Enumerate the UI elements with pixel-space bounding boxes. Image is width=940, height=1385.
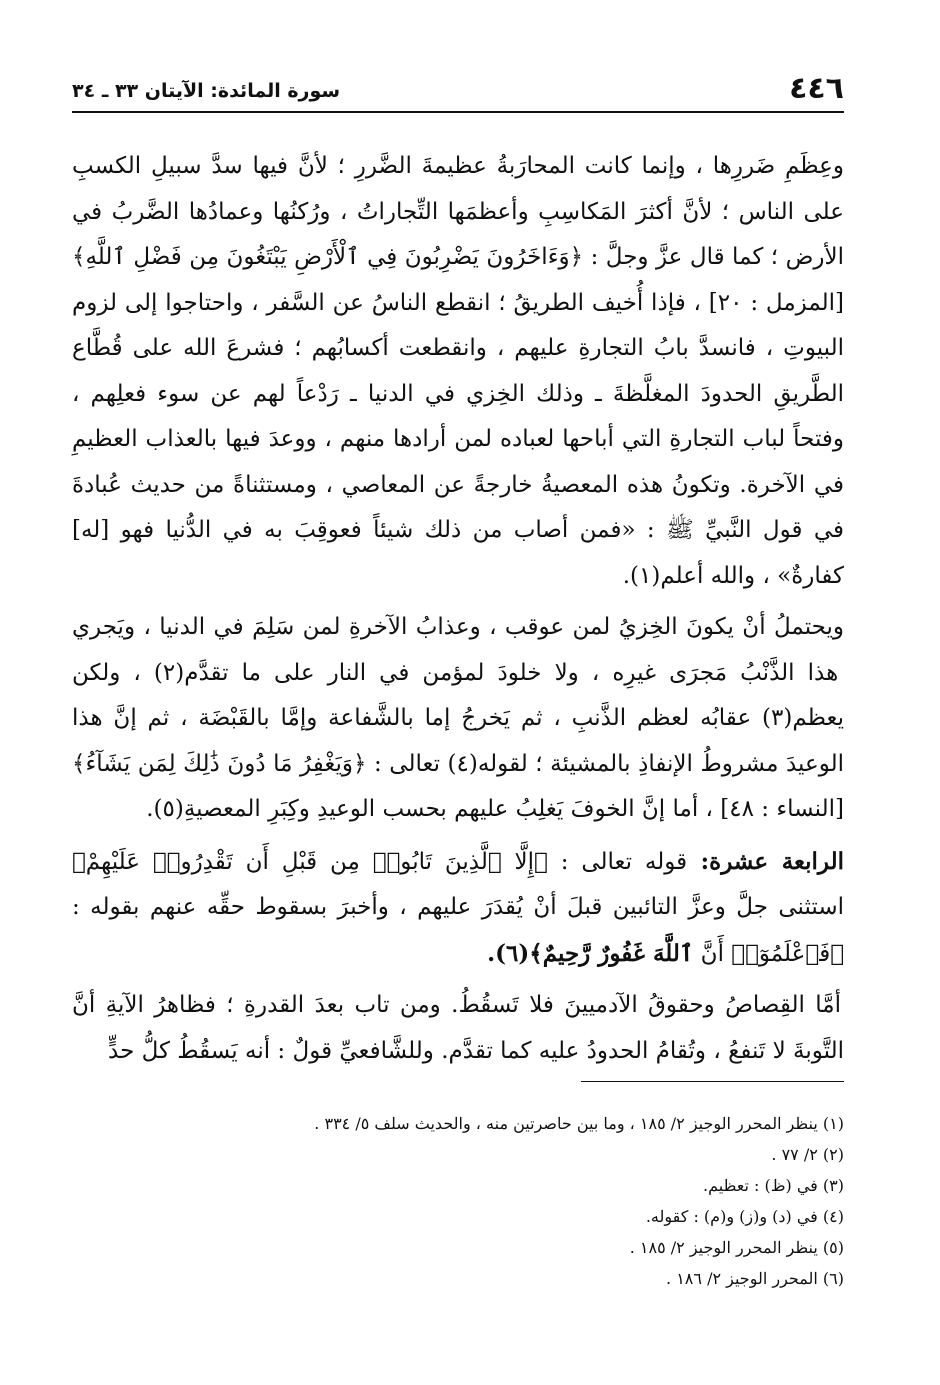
text-line: أما إنَّ الخوفَ يَغلِبُ عليهم بحسب الوعيدِ وكِبَرِ المعصيةِ(٥). bbox=[146, 796, 699, 822]
paragraph-1 bbox=[72, 144, 844, 599]
text-line: ذلك شيئاً فعوقِبَ به في الدُّنيا فهو [له] كفارةٌ» ، والله أعلم(١). bbox=[72, 517, 844, 589]
footnote: (٣) في (ظ) : تعظيم. bbox=[703, 1176, 844, 1195]
issue-heading: الرابعة عشرة: bbox=[687, 847, 844, 875]
running-title: سورة المائدة: الآيتان ٣٣ ـ ٣٤ bbox=[72, 80, 341, 102]
footnote: (٥) ينظر المحرر الوجيز ٢/ ١٨٥ . bbox=[629, 1238, 844, 1257]
text-line: الناس ؛ لأنَّ أكثرَ المَكاسِبِ وأعظمَها التِّجاراتُ ، ورُكنُها وعمادُها الضَّربُ في الأرض ؛ bbox=[72, 198, 844, 270]
text-line: كما قال عزَّ وجلَّ : ﴿وَءَاخَرُونَ يَضْرِبُونَ فِي ٱلْأَرْضِ يَبْتَغُونَ مِن فَضْلِ ٱللَّهِ﴾ [المزمل : ٢٠] ، فإذا bbox=[72, 244, 845, 316]
text-line: وعِظَمِ ضَررِها ، وإنما كانت المحارَبةُ عظيمةَ الضَّررِ ؛ لأنَّ فيها سدَّ سبيلِ الكسبِ على bbox=[72, 153, 844, 225]
text-line: أمَّا القِصاصُ وحقوقُ الآدميينَ فلا تَسقُطُ. ومن تاب بعدَ القدرةِ ؛ فظاهرُ الآيةِ أنَّ bbox=[72, 992, 841, 1018]
text-line: أُخيف الطريقُ ؛ انقطع الناسُ عن السَّفر ، واحتاجوا إلى لزوم البيوتِ ، فانسدَّ بابُ bbox=[72, 289, 844, 361]
text-line: ٱللَّهَ غَفُورٌ رَّحِيمٌ﴾(٦). bbox=[487, 939, 694, 967]
text-line: التجارةِ عليهم ، وانقطعت أكسابُهم ؛ فشرعَ الله على قُطَّاع الطَّريقِ الحدودَ المغلَّظةَ bbox=[72, 335, 844, 407]
text-line: التَّوبةَ لا تَنفعُ ، وتُقامُ الحدودُ عليه كما تقدَّم. وللشَّافعيِّ قولٌ : أنه يَسقُطُ كلُّ حدٍّ bbox=[108, 1037, 844, 1064]
footnote-rule bbox=[581, 1081, 844, 1082]
footnotes bbox=[72, 1108, 844, 1294]
footnote: (٦) المحرر الوجيز ٢/ ١٨٦ . bbox=[666, 1269, 844, 1288]
text-line: خارجةً عن المعاصي ، ومستثناةً من حديث عُبادةَ في قول النَّبيِّ ﷺ : «فمن أصاب من bbox=[72, 471, 844, 543]
text-line: ـ وذلك الخِزي في الدنيا ـ رَدْعاً لهم عن سوء فعلِهم ، وفتحاً لباب التجارةِ التي أباحها bbox=[72, 380, 845, 452]
footnote: (١) ينظر المحرر الوجيز ٢/ ١٨٥ ، وما بين حاصرتين منه ، والحديث سلف ٥/ ٣٣٤ . bbox=[314, 1114, 844, 1133]
paragraph-2 bbox=[72, 605, 844, 833]
paragraph-4 bbox=[72, 983, 844, 1074]
text-line: ويَجري هذا الذَّنْبُ مَجرَى غيرِه ، ولا خلودَ لمؤمن في النار على ما تقدَّم(٢) ، ولكن bbox=[72, 614, 839, 686]
text-line: لعباده لمن أرادها منهم ، ووعدَ فيها بالعذاب العظيمِ في الآخرة. وتكونُ هذه المعصيةُ bbox=[72, 426, 844, 498]
footnote: (٢) ٢/ ٧٧ . bbox=[771, 1145, 844, 1164]
text-line: يعظم(٣) عقابُه لعظم الذَّنبِ ، ثم يَخرجُ إما بالشَّفاعة وإمَّا بالقَبْضَة ، ثم إنَّ هذا الوعيدَ bbox=[72, 705, 844, 777]
text-line: ويحتملُ أنْ يكونَ الخِزيُ لمن عوقب ، وعذابُ الآخرةِ لمن سَلِمَ في الدنيا ، bbox=[135, 614, 844, 640]
text-line: قوله تعالى : ﴿إِلَّا ٱلَّذِينَ تَابُوا۟ مِن قَبْلِ أَن تَقْدِرُوا۟ عَلَيْهِمْ﴾ استثنى bbox=[72, 848, 844, 920]
page-number: ٤٤٦ bbox=[789, 71, 844, 106]
footnote: (٤) في (د) و(ز) و(م) : كقوله. bbox=[645, 1207, 844, 1226]
header-rule bbox=[72, 111, 844, 113]
text-line: مشروطُ الإنفاذِ بالمشيئة ؛ لقوله(٤) تعالى : ﴿وَيَغْفِرُ مَا دُونَ ذَٰلِكَ لِمَن يَشَآءُ﴾ [النساء : ٤٨] ، bbox=[72, 750, 844, 822]
page-header bbox=[72, 66, 844, 106]
text-line: جلَّ وعزَّ التائبين قبلَ أنْ يُقدَرَ عليهم ، وأخبرَ بسقوط حقِّه عنهم بقوله : ﴿فَٱعْلَمُوٓا۟ أَنَّ bbox=[72, 894, 844, 967]
main-text bbox=[72, 144, 844, 1080]
paragraph-3 bbox=[72, 839, 844, 978]
